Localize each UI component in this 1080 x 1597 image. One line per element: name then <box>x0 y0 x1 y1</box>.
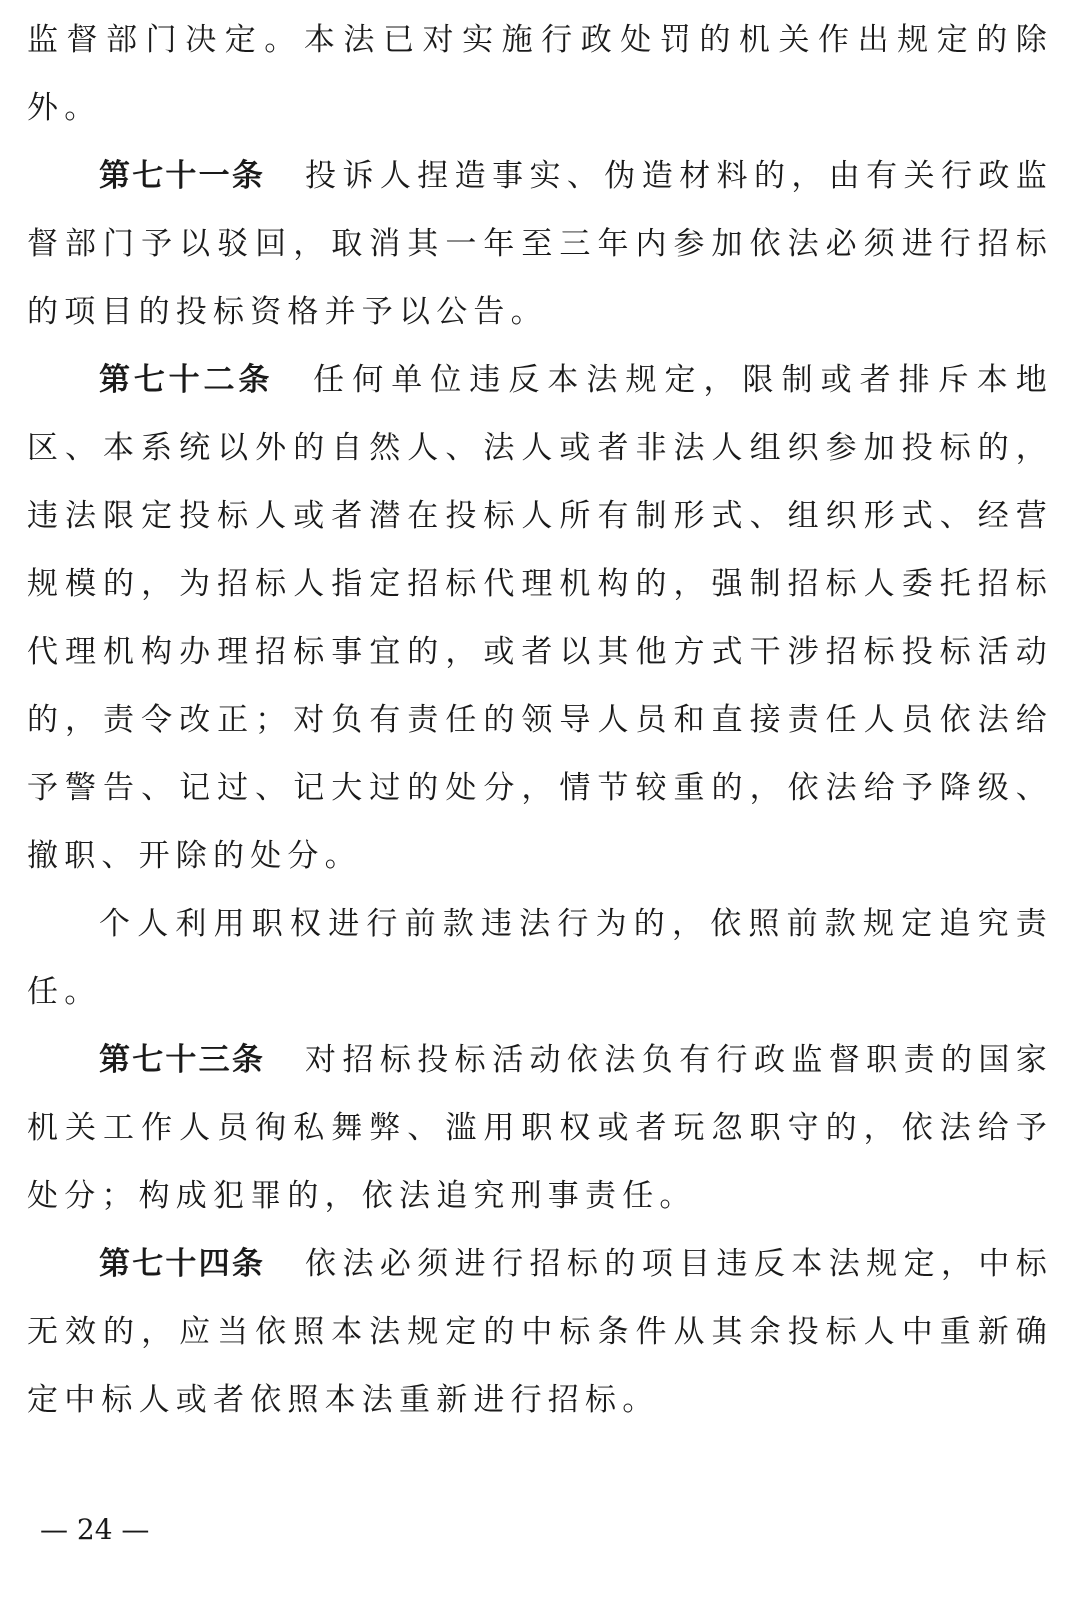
paragraph-text: 监督部门决定。本法已对实施行政处罚的机关作出规定的除外。 <box>27 22 1053 126</box>
page-number: — 24 — <box>40 1513 150 1546</box>
article-text: 依法必须进行招标的项目违反本法规定，中标无效的，应当依照本法规定的中标条件从其余投标人中重新确定中标人或者依照本法重新进行招标。 <box>27 1246 1054 1418</box>
article-71 <box>27 142 1053 346</box>
paragraph-text: 个人利用职权进行前款违法行为的，依照前款规定追究责任。 <box>27 906 1053 1010</box>
article-text: 对招标投标活动依法负有行政监督职责的国家机关工作人员徇私舞弊、滥用职权或者玩忽职守的，依法给予处分；构成犯罪的，依法追究刑事责任。 <box>27 1042 1054 1214</box>
article-title: 第七十一条 <box>99 158 266 194</box>
article-title: 第七十四条 <box>99 1246 266 1282</box>
article-text: 投诉人捏造事实、伪造材料的，由有关行政监督部门予以驳回，取消其一年至三年内参加依法必须进行招标的项目的投标资格并予以公告。 <box>27 158 1054 330</box>
article-72 <box>27 346 1053 890</box>
document-body <box>27 6 1053 1434</box>
article-73 <box>27 1026 1053 1230</box>
paragraph-personal-liability <box>27 890 1053 1026</box>
article-title: 第七十三条 <box>99 1042 266 1078</box>
article-text: 任何单位违反本法规定，限制或者排斥本地区、本系统以外的自然人、法人或者非法人组织参加投标的，违法限定投标人或者潜在投标人所有制形式、组织形式、经营规模的，为招标人指定招标代理机构的，强制招标人委托招标代理机构办理招标事宜的，或者以其他方式干涉招标投标活动的，责令改正；对负有责任的领导人员和直接责任人员依法给予警告、记过、记大过的处分，情节较重的，依法给予降级、撤职、开除的处分。 <box>27 362 1053 874</box>
article-74 <box>27 1230 1053 1434</box>
article-title: 第七十二条 <box>99 362 274 398</box>
paragraph-continuation <box>27 6 1053 142</box>
